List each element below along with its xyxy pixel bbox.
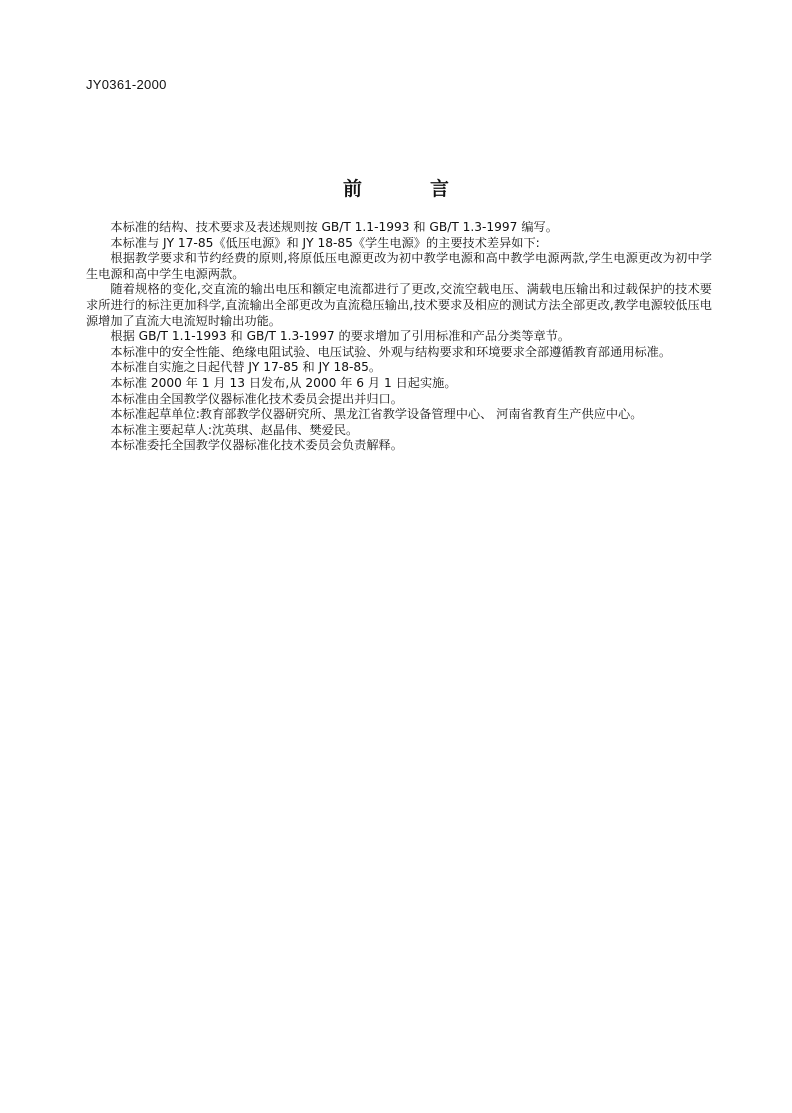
paragraph-drafters: 本标准主要起草人:沈英琪、赵晶伟、樊爱民。 [110, 422, 359, 437]
document-code: JY0361-2000 [86, 77, 167, 92]
paragraph-replacement: 本标准自实施之日起代替 JY 17-85 和 JY 18-85。 [110, 360, 382, 375]
paragraph-added-chapters: 根据 GB/T 1.1-1993 和 GB/T 1.3-1997 的要求增加了引用标准和产品分类等章节。 [110, 329, 571, 344]
paragraph-safety: 本标准中的安全性能、绝缘电阻试验、电压试验、外观与结构要求和环境要求全部遵循教育部通用标准。 [110, 344, 672, 359]
paragraph-differences-intro: 本标准与 JY 17-85《低压电源》和 JY 18-85《学生电源》的主要技术差异如下: [110, 235, 540, 250]
paragraph-power-models: 根据教学要求和节约经费的原则,将原低压电源更改为初中教学电源和高中教学电源两款,学生电源更改为初中学生电源和高中学生电源两款。 [86, 251, 712, 281]
paragraph-structure: 本标准的结构、技术要求及表述规则按 GB/T 1.1-1993 和 GB/T 1.3-1997 编写。 [110, 220, 558, 234]
foreword-body [86, 220, 712, 454]
page-title [0, 174, 792, 201]
paragraph-spec-changes: 随着规格的变化,交直流的输出电压和额定电流都进行了更改,交流空载电压、满载电压输出和过载保护的技术要求所进行的标注更加科学,直流输出全部更改为直流稳压输出,技术要求及相应的测试方法全部更改,教学电源较低压电源增加了直流大电流短时输出功能。 [86, 282, 712, 328]
title-char-2: 言 [430, 178, 450, 200]
paragraph-interpretation: 本标准委托全国教学仪器标准化技术委员会负责解释。 [110, 438, 403, 453]
paragraph-dates: 本标准 2000 年 1 月 13 日发布,从 2000 年 6 月 1 日起实施。 [110, 375, 457, 390]
title-char-1: 前 [342, 178, 362, 200]
paragraph-drafting-units: 本标准起草单位:教育部教学仪器研究所、黑龙江省教学设备管理中心、 河南省教育生产供应中心。 [110, 407, 643, 422]
paragraph-proposer: 本标准由全国教学仪器标准化技术委员会提出并归口。 [110, 391, 403, 406]
